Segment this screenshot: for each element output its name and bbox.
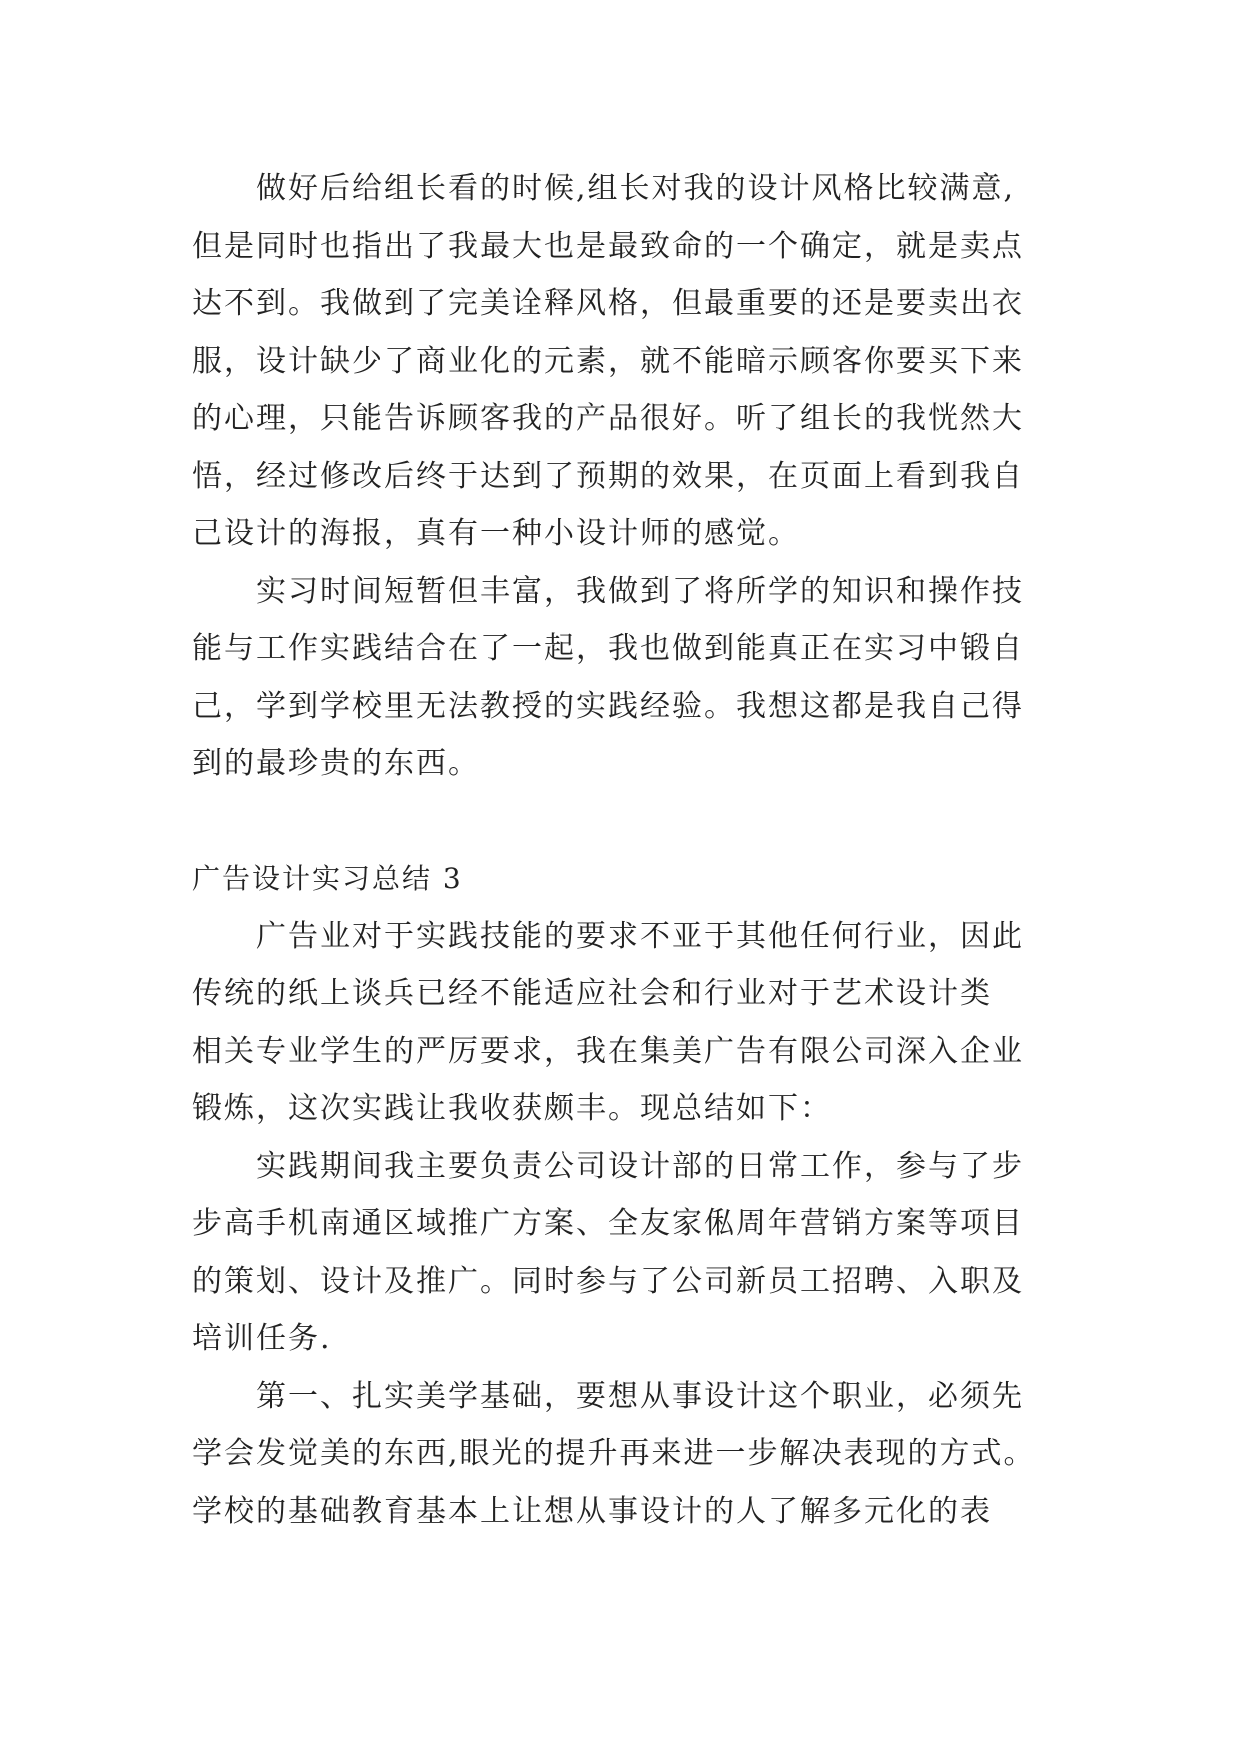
paragraph-line: 己，学到学校里无法教授的实践经验。我想这都是我自己得 (192, 688, 1024, 724)
paragraph-line: 传统的纸上谈兵已经不能适应社会和行业对于艺术设计类 (192, 976, 992, 1011)
paragraph-line: 悟，经过修改后终于达到了预期的效果，在页面上看到我自 (192, 458, 1024, 494)
blank-line (192, 793, 1092, 851)
section-heading: 广告设计实习总结 3 (192, 862, 463, 895)
paragraph-line: 的策划、设计及推广。同时参与了公司新员工招聘、入职及 (192, 1263, 1024, 1299)
paragraph-line: 学校的基础教育基本上让想从事设计的人了解多元化的表 (192, 1493, 992, 1529)
paragraph-line: 能与工作实践结合在了一起，我也做到能真正在实习中锻自 (192, 631, 1024, 666)
paragraph-line: 实习时间短暂但丰富，我做到了将所学的知识和操作技 (256, 573, 1024, 609)
paragraph-5 (192, 1368, 1092, 1541)
paragraph-line: 服，设计缺少了商业化的元素，就不能暗示顾客你要买下来 (192, 343, 1024, 379)
paragraph-line: 相关专业学生的严厉要求，我在集美广告有限公司深入企业 (192, 1033, 1024, 1069)
paragraph-line: 第一、扎实美学基础，要想从事设计这个职业，必须先 (256, 1378, 1024, 1414)
paragraph-line: 做好后给组长看的时候,组长对我的设计风格比较满意, (256, 171, 1016, 206)
paragraph-line: 己设计的海报，真有一种小设计师的感觉。 (192, 516, 800, 551)
paragraph-line: 实践期间我主要负责公司设计部的日常工作，参与了步 (256, 1148, 1024, 1184)
paragraph-3 (192, 908, 1092, 1138)
paragraph-line: 到的最珍贵的东西。 (192, 746, 480, 781)
paragraph-line: 锻炼，这次实践让我收获颇丰。现总结如下： (192, 1091, 832, 1126)
paragraph-line: 但是同时也指出了我最大也是最致命的一个确定，就是卖点 (192, 228, 1024, 264)
paragraph-line: 达不到。我做到了完美诠释风格，但最重要的还是要卖出衣 (192, 286, 1024, 321)
paragraph-2 (192, 563, 1092, 793)
paragraph-line: 广告业对于实践技能的要求不亚于其他任何行业，因此 (256, 918, 1024, 954)
paragraph-4 (192, 1138, 1092, 1368)
document-body (192, 160, 1092, 1540)
paragraph-1 (192, 160, 1092, 563)
paragraph-line: 学会发觉美的东西,眼光的提升再来进一步解决表现的方式。 (192, 1436, 1036, 1471)
paragraph-line: 步高手机南通区域推广方案、全友家俬周年营销方案等项目 (192, 1206, 1024, 1241)
paragraph-line: 培训任务. (192, 1321, 332, 1356)
paragraph-line: 的心理，只能告诉顾客我的产品很好。听了组长的我恍然大 (192, 401, 1024, 436)
